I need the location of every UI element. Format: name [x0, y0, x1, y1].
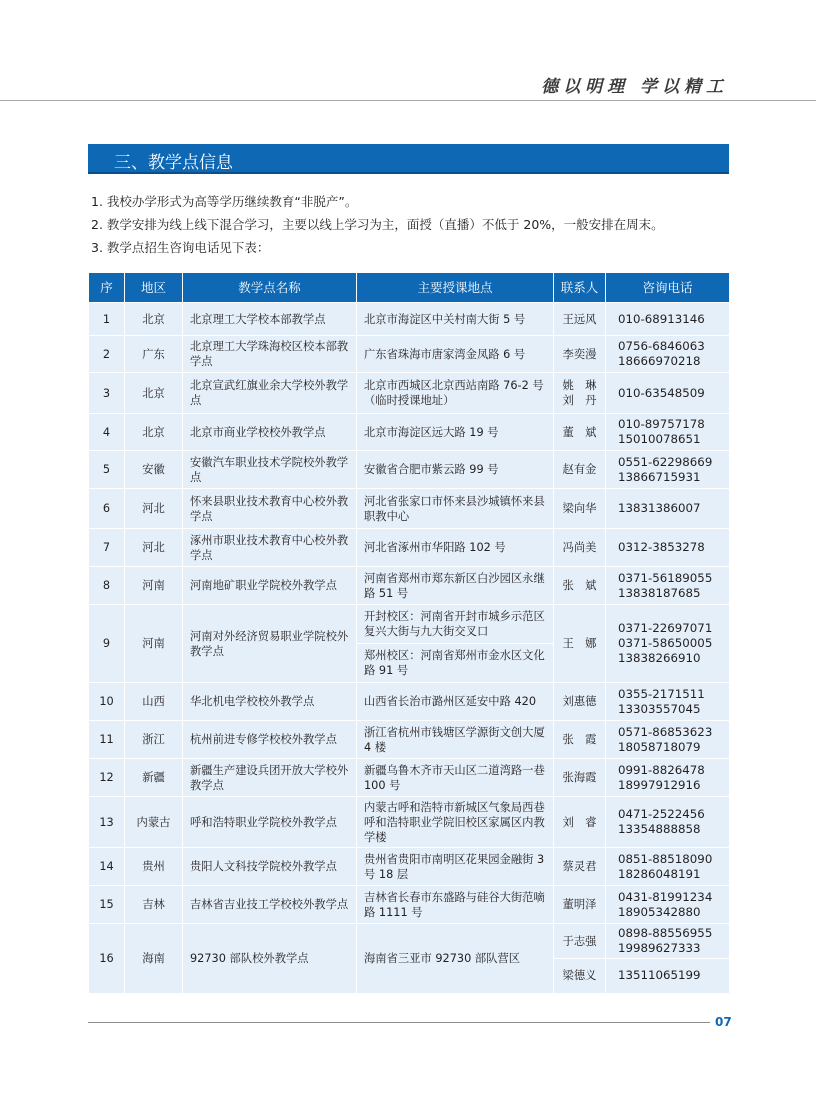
- location-text: 广东省珠海市唐家湾金凤路 6 号: [364, 347, 526, 361]
- cell-contact: [554, 924, 606, 959]
- phone-number: 0312-3853278: [618, 540, 705, 554]
- cell-phone: [606, 567, 730, 605]
- cell-contact: [554, 336, 606, 373]
- section-title: 三、教学点信息: [114, 153, 233, 173]
- phone-number: 0471-2522456: [618, 807, 705, 821]
- header-region: 地区: [125, 273, 183, 303]
- cell-contact: [554, 959, 606, 994]
- header-no: 序: [89, 273, 125, 303]
- cell-no: 3: [89, 373, 125, 414]
- phone-number: 0431-81991234: [618, 889, 713, 904]
- phone-number: 0571-86853623: [618, 724, 713, 739]
- intro-notes: [91, 190, 731, 259]
- table-row: [89, 414, 730, 451]
- cell-phone: [606, 605, 730, 683]
- cell-contact: [554, 529, 606, 567]
- intro-line: 3. 教学点招生咨询电话见下表：: [91, 240, 270, 255]
- phone-number: 18286048191: [618, 866, 701, 881]
- cell-no: 1: [89, 303, 125, 336]
- contact-name: 梁向华: [562, 502, 597, 515]
- cell-phone: [606, 886, 730, 924]
- cell-location: [357, 373, 554, 414]
- location-text: 北京市西城区北京西站南路 76-2 号（临时授课地址）: [364, 379, 544, 407]
- cell-region: 河南: [125, 605, 183, 683]
- phone-number: 13831386007: [618, 501, 701, 515]
- cell-location: [357, 451, 554, 489]
- cell-phone: [606, 336, 730, 373]
- cell-phone: [606, 683, 730, 721]
- intro-line: 1. 我校办学形式为高等学历继续教育“非脱产”。: [91, 194, 358, 209]
- cell-contact: [554, 303, 606, 336]
- contact-name: 董 斌: [562, 425, 597, 439]
- cell-region: 安徽: [125, 451, 183, 489]
- table-row: [89, 373, 730, 414]
- contact-name: 刘 丹: [562, 394, 597, 407]
- table-row: [89, 848, 730, 886]
- cell-no: 5: [89, 451, 125, 489]
- cell-contact: [554, 683, 606, 721]
- phone-number: 13511065199: [618, 968, 701, 983]
- cell-phone: [606, 848, 730, 886]
- cell-location: [357, 489, 554, 529]
- phone-number: 0756-6846063: [618, 339, 705, 353]
- phone-number: 18997912916: [618, 777, 701, 792]
- cell-phone: [606, 373, 730, 414]
- cell-location: [357, 886, 554, 924]
- cell-phone: [606, 451, 730, 489]
- contact-name: 张海霞: [562, 771, 597, 784]
- phone-number: 0851-88518090: [618, 851, 713, 866]
- cell-no: 15: [89, 886, 125, 924]
- cell-name: 杭州前进专修学校校外教学点: [183, 721, 357, 759]
- cell-phone: [606, 924, 730, 959]
- cell-no: 14: [89, 848, 125, 886]
- cell-name: 新疆生产建设兵团开放大学校外教学点: [183, 759, 357, 797]
- table-row: [89, 721, 730, 759]
- table-row: [89, 605, 730, 644]
- phone-number: 13866715931: [618, 469, 701, 484]
- phone-number: 13303557045: [618, 701, 701, 716]
- cell-location: [357, 336, 554, 373]
- cell-region: 北京: [125, 414, 183, 451]
- header-name: 教学点名称: [183, 273, 357, 303]
- location-text: 内蒙古呼和浩特市新城区气象局西巷呼和浩特职业学院旧校区家属区内教学楼: [364, 800, 545, 844]
- location-text: 浙江省杭州市钱塘区学源街文创大厦 4 楼: [364, 725, 545, 754]
- contact-name: 蔡灵君: [562, 860, 597, 873]
- cell-no: 9: [89, 605, 125, 683]
- phone-number: 15010078651: [618, 432, 701, 446]
- cell-region: 广东: [125, 336, 183, 373]
- table-row: [89, 451, 730, 489]
- cell-location: [357, 605, 554, 644]
- cell-region: 吉林: [125, 886, 183, 924]
- cell-region: 海南: [125, 924, 183, 994]
- contact-name: 董明泽: [562, 898, 597, 911]
- cell-contact: [554, 567, 606, 605]
- teaching-points-table: [88, 272, 730, 994]
- cell-phone: [606, 303, 730, 336]
- cell-no: 10: [89, 683, 125, 721]
- section-header-bar: [88, 144, 729, 174]
- phone-number: 010-63548509: [618, 385, 705, 400]
- cell-location: [357, 759, 554, 797]
- table-row: [89, 567, 730, 605]
- header-location: 主要授课地点: [357, 273, 554, 303]
- contact-name: 王远风: [562, 312, 597, 326]
- cell-region: 浙江: [125, 721, 183, 759]
- cell-no: 11: [89, 721, 125, 759]
- cell-name: 安徽汽车职业技术学院校外教学点: [183, 451, 357, 489]
- phone-number: 0991-8826478: [618, 762, 705, 777]
- cell-name: 涿州市职业技术教育中心校外教学点: [183, 529, 357, 567]
- cell-contact: [554, 605, 606, 683]
- page-number: 07: [715, 1015, 732, 1029]
- phone-number: 13354888858: [618, 822, 701, 836]
- contact-name: 冯尚美: [562, 541, 597, 554]
- cell-phone: [606, 759, 730, 797]
- table-row: [89, 529, 730, 567]
- cell-contact: [554, 759, 606, 797]
- cell-location: [357, 721, 554, 759]
- table-row: [89, 759, 730, 797]
- cell-region: 贵州: [125, 848, 183, 886]
- phone-number: 0371-56189055: [618, 570, 713, 585]
- location-text: 河北省张家口市怀来县沙城镇怀来县职教中心: [364, 494, 545, 523]
- contact-name: 梁德义: [562, 969, 597, 983]
- location-text: 河北省涿州市华阳路 102 号: [364, 541, 506, 554]
- cell-no: 6: [89, 489, 125, 529]
- cell-no: 16: [89, 924, 125, 994]
- phone-number: 18058718079: [618, 739, 701, 754]
- contact-name: 姚 琳: [562, 379, 597, 392]
- contact-name: 李奕漫: [562, 347, 597, 361]
- contact-name: 王 娜: [562, 637, 597, 650]
- contact-name: 刘 睿: [562, 815, 597, 829]
- cell-phone: [606, 797, 730, 848]
- cell-name: 北京理工大学校本部教学点: [183, 303, 357, 336]
- cell-location: [357, 567, 554, 605]
- phone-number: 010-89757178: [618, 417, 705, 431]
- cell-region: 河北: [125, 489, 183, 529]
- location-text: 北京市海淀区远大路 19 号: [364, 425, 499, 439]
- location-text: 北京市海淀区中关村南大街 5 号: [364, 312, 526, 326]
- cell-name: 北京理工大学珠海校区校本部教学点: [183, 336, 357, 373]
- header-rule: [0, 100, 816, 101]
- phone-number: 18666970218: [618, 354, 701, 368]
- contact-name: 张 斌: [562, 579, 597, 592]
- phone-number: 0371-58650005: [618, 636, 713, 650]
- location-text: 山西省长治市潞州区延安中路 420: [364, 695, 537, 708]
- cell-region: 山西: [125, 683, 183, 721]
- cell-phone: [606, 529, 730, 567]
- location-text: 海南省三亚市 92730 部队营区: [364, 951, 521, 965]
- table-header-row: [89, 273, 730, 303]
- phone-number: 0898-88556955: [618, 926, 713, 940]
- intro-line: 2. 教学安排为线上线下混合学习，主要以线上学习为主，面授（直播）不低于 20%，一般安排在周末。: [91, 217, 664, 232]
- cell-name: 河南对外经济贸易职业学院校外教学点: [183, 605, 357, 683]
- table-row: [89, 303, 730, 336]
- phone-number: 0371-22697071: [618, 621, 713, 635]
- cell-name: 华北机电学校校外教学点: [183, 683, 357, 721]
- cell-no: 13: [89, 797, 125, 848]
- cell-location: [357, 529, 554, 567]
- cell-no: 2: [89, 336, 125, 373]
- cell-phone: [606, 721, 730, 759]
- cell-region: 河南: [125, 567, 183, 605]
- cell-name: 92730 部队校外教学点: [183, 924, 357, 994]
- cell-location: [357, 924, 554, 994]
- phone-number: 19989627333: [618, 941, 701, 955]
- location-text: 河南省郑州市郑东新区白沙园区永继路 51 号: [364, 571, 545, 600]
- location-text: 郑州校区：河南省郑州市金水区文化路 91 号: [364, 649, 545, 677]
- cell-no: 12: [89, 759, 125, 797]
- cell-no: 8: [89, 567, 125, 605]
- cell-location: [357, 683, 554, 721]
- cell-name: 北京市商业学校校外教学点: [183, 414, 357, 451]
- cell-contact: [554, 414, 606, 451]
- phone-number: 0355-2171511: [618, 686, 705, 701]
- cell-contact: [554, 451, 606, 489]
- location-text: 新疆乌鲁木齐市天山区二道湾路一巷 100 号: [364, 763, 545, 792]
- table-row: [89, 489, 730, 529]
- phone-number: 13838266910: [618, 651, 701, 665]
- table-row: [89, 336, 730, 373]
- header-phone: 咨询电话: [606, 273, 730, 303]
- cell-contact: [554, 797, 606, 848]
- cell-name: 北京宣武红旗业余大学校外教学点: [183, 373, 357, 414]
- cell-name: 河南地矿职业学院校外教学点: [183, 567, 357, 605]
- cell-location: [357, 644, 554, 683]
- cell-region: 北京: [125, 303, 183, 336]
- cell-name: 怀来县职业技术教育中心校外教学点: [183, 489, 357, 529]
- table-row: [89, 924, 730, 959]
- cell-region: 北京: [125, 373, 183, 414]
- cell-region: 内蒙古: [125, 797, 183, 848]
- cell-region: 新疆: [125, 759, 183, 797]
- cell-phone: [606, 414, 730, 451]
- cell-contact: [554, 886, 606, 924]
- contact-name: 张 霞: [562, 733, 597, 746]
- cell-name: 呼和浩特职业学院校外教学点: [183, 797, 357, 848]
- location-text: 安徽省合肥市紫云路 99 号: [364, 463, 499, 476]
- cell-contact: [554, 721, 606, 759]
- contact-name: 刘惠德: [562, 695, 597, 708]
- cell-location: [357, 414, 554, 451]
- cell-location: [357, 797, 554, 848]
- cell-location: [357, 848, 554, 886]
- contact-name: 于志强: [562, 934, 597, 948]
- table-row: [89, 797, 730, 848]
- cell-phone: [606, 959, 730, 994]
- cell-contact: [554, 848, 606, 886]
- phone-number: 0551-62298669: [618, 454, 713, 469]
- table-body: [89, 303, 730, 994]
- cell-contact: [554, 489, 606, 529]
- phone-number: 010-68913146: [618, 311, 705, 326]
- cell-name: 贵阳人文科技学院校外教学点: [183, 848, 357, 886]
- header-contact: 联系人: [554, 273, 606, 303]
- contact-name: 赵有金: [562, 463, 597, 476]
- phone-number: 13838187685: [618, 585, 701, 600]
- cell-region: 河北: [125, 529, 183, 567]
- cell-phone: [606, 489, 730, 529]
- location-text: 开封校区：河南省开封市城乡示范区复兴大街与九大街交叉口: [364, 610, 545, 638]
- location-text: 贵州省贵阳市南明区花果园金融街 3 号 18 层: [364, 852, 545, 881]
- cell-contact: [554, 373, 606, 414]
- footer-rule: [88, 1022, 710, 1023]
- cell-no: 4: [89, 414, 125, 451]
- phone-number: 18905342880: [618, 904, 701, 919]
- cell-name: 吉林省吉业技工学校校外教学点: [183, 886, 357, 924]
- cell-location: [357, 303, 554, 336]
- header-motto: 德以明理 学以精工: [541, 77, 728, 97]
- table-row: [89, 886, 730, 924]
- cell-no: 7: [89, 529, 125, 567]
- location-text: 吉林省长春市东盛路与硅谷大街范嘀路 1111 号: [364, 890, 545, 919]
- table-row: [89, 683, 730, 721]
